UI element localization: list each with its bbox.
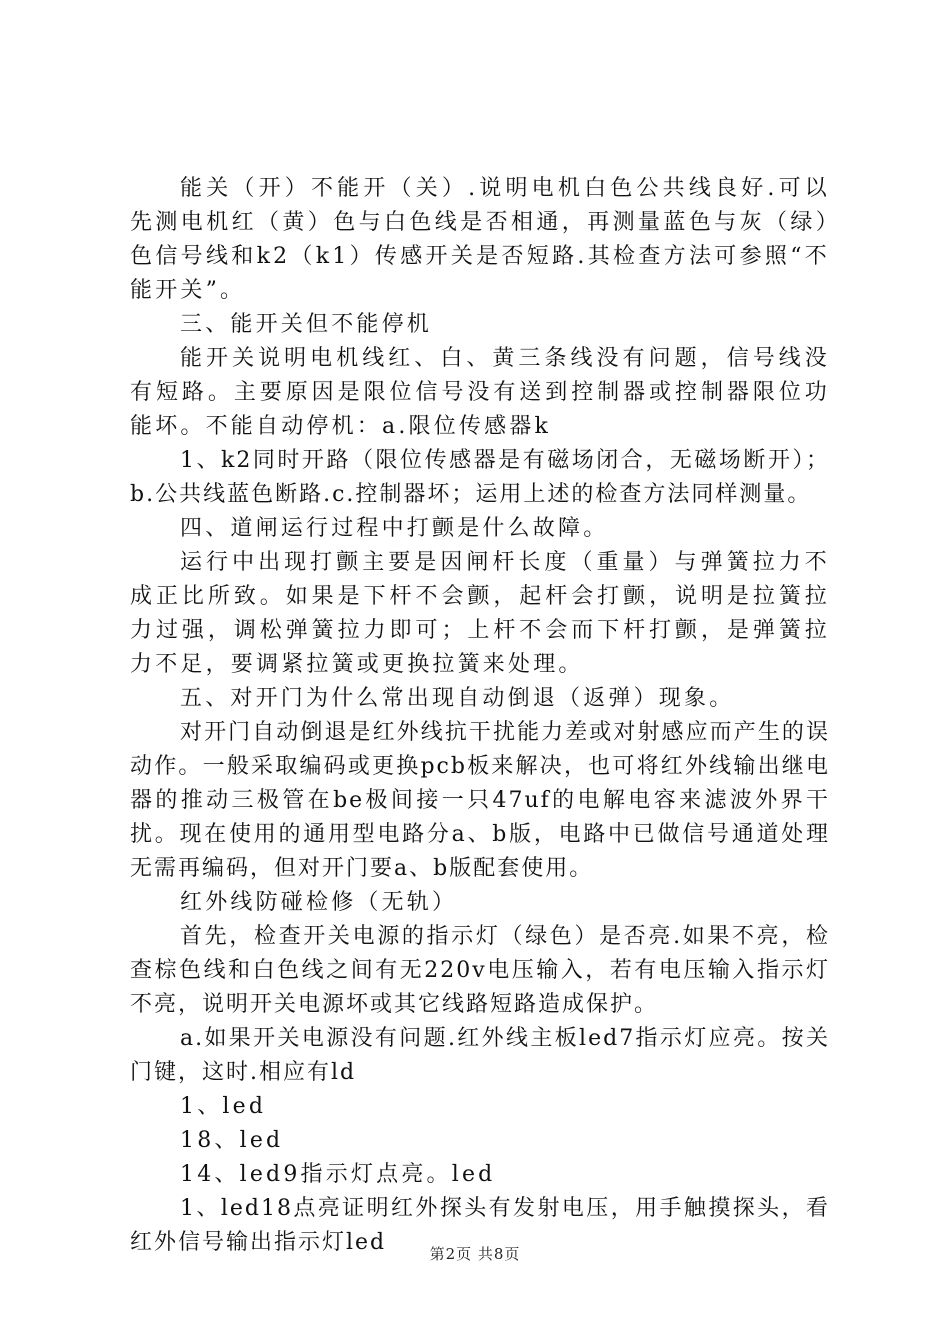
section-heading-5: 五、对开门为什么常出现自动倒退（返弹）现象。: [180, 686, 735, 711]
paragraph-1: 能关（开）不能开（关）.说明电机白色公共线良好.可以先测电机红（黄）色与白色线是否相通，再测量蓝色与灰（绿）色信号线和k2（k1）传感开关是否短路.其检查方法可参照“不能开关”。: [130, 176, 830, 303]
page-footer: 第2页 共8页: [429, 1245, 521, 1263]
paragraph-3: 能开关说明电机线红、白、黄三条线没有问题，信号线没有短路。主要原因是限位信号没有送到控制器或控制器限位功能坏。不能自动停机：a.限位传感器k: [130, 346, 830, 439]
paragraph-10: 首先，检查开关电源的指示灯（绿色）是否亮.如果不亮，检查棕色线和白色线之间有无220v电压输入，若有电压输入指示灯不亮，说明开关电源坏或其它线路短路造成保护。: [130, 924, 830, 1017]
paragraph-11: a.如果开关电源没有问题.红外线主板led7指示灯应亮。按关门键，这时.相应有ld: [130, 1026, 830, 1085]
paragraph-4: 1、k2同时开路（限位传感器是有磁场闭合，无磁场断开）；b.公共线蓝色断路.c.控制器坏；运用上述的检查方法同样测量。: [130, 448, 830, 507]
paragraph-12: 1、led: [180, 1094, 267, 1119]
document-body: [130, 172, 830, 1260]
section-heading-infrared: 红外线防碰检修（无轨）: [180, 890, 458, 915]
paragraph-13: 18、led: [180, 1128, 284, 1153]
paragraph-14: 14、led9指示灯点亮。led: [180, 1162, 496, 1187]
paragraph-15: 1、led18点亮证明红外探头有发射电压，用手触摸探头，看红外信号输出指示灯led: [130, 1196, 830, 1255]
section-heading-4: 四、道闸运行过程中打颤是什么故障。: [180, 516, 609, 541]
paragraph-6: 运行中出现打颤主要是因闸杆长度（重量）与弹簧拉力不成正比所致。如果是下杆不会颤，起杆会打颤，说明是拉簧拉力过强，调松弹簧拉力即可；上杆不会而下杆打颤，是弹簧拉力不足，要调紧拉簧或更换拉簧来处理。: [130, 550, 830, 677]
paragraph-8: 对开门自动倒退是红外线抗干扰能力差或对射感应而产生的误动作。一般采取编码或更换pcb板来解决，也可将红外线输出继电器的推动三极管在be极间接一只47uf的电解电容来滤波外界干扰。现在使用的通用型电路分a、b版，电路中已做信号通道处理无需再编码，但对开门要a、b版配套使用。: [130, 720, 830, 881]
section-heading-3: 三、能开关但不能停机: [180, 312, 433, 337]
